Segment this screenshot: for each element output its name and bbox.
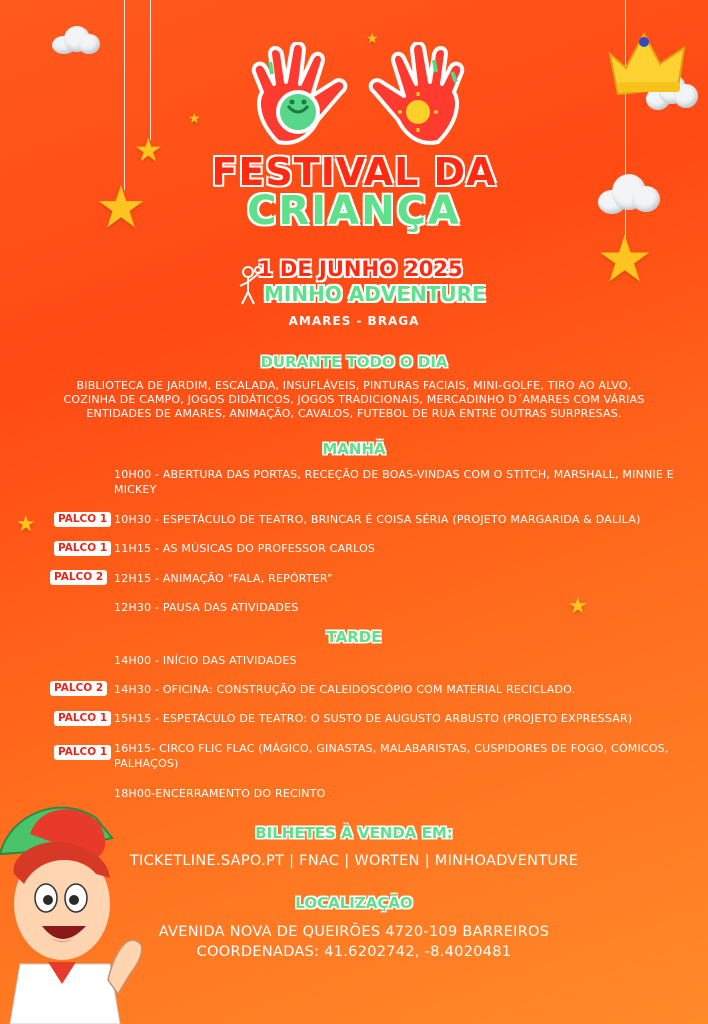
schedule-item: 10H30 - ESPETÁCULO DE TEATRO, BRINCAR É COISA SÉRIA (PROJETO MARGARIDA & DALILA) bbox=[114, 513, 641, 526]
heading-localizacao: LOCALIZAÇÃO bbox=[295, 894, 413, 912]
stage-badge: PALCO 1 bbox=[54, 745, 111, 760]
heading-manha: MANHÃ bbox=[322, 440, 386, 458]
heading-durante: DURANTE TODO O DIA bbox=[260, 353, 448, 371]
event-venue: MINHO ADVENTURE bbox=[264, 282, 486, 306]
festival-title-line1: FESTIVAL DA bbox=[211, 150, 497, 194]
stage-badge: PALCO 1 bbox=[54, 541, 111, 556]
star-icon: ★ bbox=[95, 173, 147, 241]
coordinates: COORDENADAS: 41.6202742, -8.4020481 bbox=[196, 944, 512, 960]
hands-logo bbox=[248, 42, 468, 150]
schedule-item: 15H15 - ESPETÁCULO DE TEATRO: O SUSTO DE AUGUSTO ARBUSTO (PROJETO EXPRESSAR) bbox=[114, 712, 633, 725]
schedule-item: 12H30 - PAUSA DAS ATIVIDADES bbox=[114, 601, 299, 614]
heading-bilhetes: BILHETES À VENDA EM: bbox=[255, 824, 453, 842]
cloud-icon bbox=[52, 24, 102, 56]
ticket-sellers: TICKETLINE.SAPO.PT | FNAC | WORTEN | MINHOADVENTURE bbox=[129, 853, 579, 869]
festival-title-line2: CRIANÇA bbox=[247, 188, 461, 234]
star-icon: ★ bbox=[134, 131, 163, 169]
schedule-item: 14H30 - OFICINA: CONSTRUÇÃO DE CALEIDOSCÓPIO COM MATERIAL RECICLADO. bbox=[114, 683, 576, 696]
schedule-item: 10H00 - ABERTURA DAS PORTAS, RECEÇÃO DE BOAS-VINDAS COM O STITCH, MARSHALL, MINNIE E MICKEY bbox=[114, 468, 674, 496]
address: AVENIDA NOVA DE QUEIRÕES 4720-109 BARREIROS bbox=[158, 924, 550, 940]
stage-badge: PALCO 1 bbox=[54, 512, 111, 527]
durante-line: COZINHA DE CAMPO, JOGOS DIDÁTICOS, JOGOS TRADICIONAIS, MERCADINHO D´AMARES COM VÁRIAS bbox=[63, 393, 645, 406]
star-icon: ★ bbox=[188, 111, 201, 127]
stage-badge: PALCO 1 bbox=[54, 711, 111, 726]
star-icon: ★ bbox=[596, 223, 654, 297]
crown-icon bbox=[604, 28, 690, 100]
schedule-item: 14H00 - INÍCIO DAS ATIVIDADES bbox=[114, 654, 297, 667]
schedule-item: 12H15 - ANIMAÇÃO “FALA, REPÓRTER” bbox=[114, 572, 333, 585]
schedule-item: 11H15 - AS MÚSICAS DO PROFESSOR CARLOS bbox=[114, 542, 376, 555]
event-place: AMARES - BRAGA bbox=[288, 314, 420, 328]
stage-badge: PALCO 2 bbox=[50, 570, 107, 585]
schedule-item: 18H00-ENCERRAMENTO DO RECINTO bbox=[114, 787, 326, 800]
durante-line: BIBLIOTECA DE JARDIM, ESCALADA, INSUFLÁVEIS, PINTURAS FACIAIS, MINI-GOLFE, TIRO AO ALVO, bbox=[76, 379, 632, 392]
durante-line: ENTIDADES DE AMARES, ANIMAÇÃO, CAVALOS, FUTEBOL DE RUA ENTRE OUTRAS SURPRESAS. bbox=[86, 407, 622, 420]
hanging-string bbox=[150, 0, 151, 140]
stage-badge: PALCO 2 bbox=[50, 681, 107, 696]
star-icon: ★ bbox=[366, 31, 379, 47]
heading-tarde: TARDE bbox=[326, 628, 382, 646]
star-icon: ★ bbox=[16, 512, 36, 537]
event-date: 1 DE JUNHO 2025 bbox=[258, 257, 463, 281]
boy-mascot-illustration bbox=[0, 794, 150, 1024]
schedule-item: 16H15- CIRCO FLIC FLAC (MÁGICO, GINASTAS, MALABARISTAS, CUSPIDORES DE FOGO, CÓMICOS, PALHAÇOS) bbox=[114, 742, 669, 770]
star-icon: ★ bbox=[568, 594, 588, 619]
